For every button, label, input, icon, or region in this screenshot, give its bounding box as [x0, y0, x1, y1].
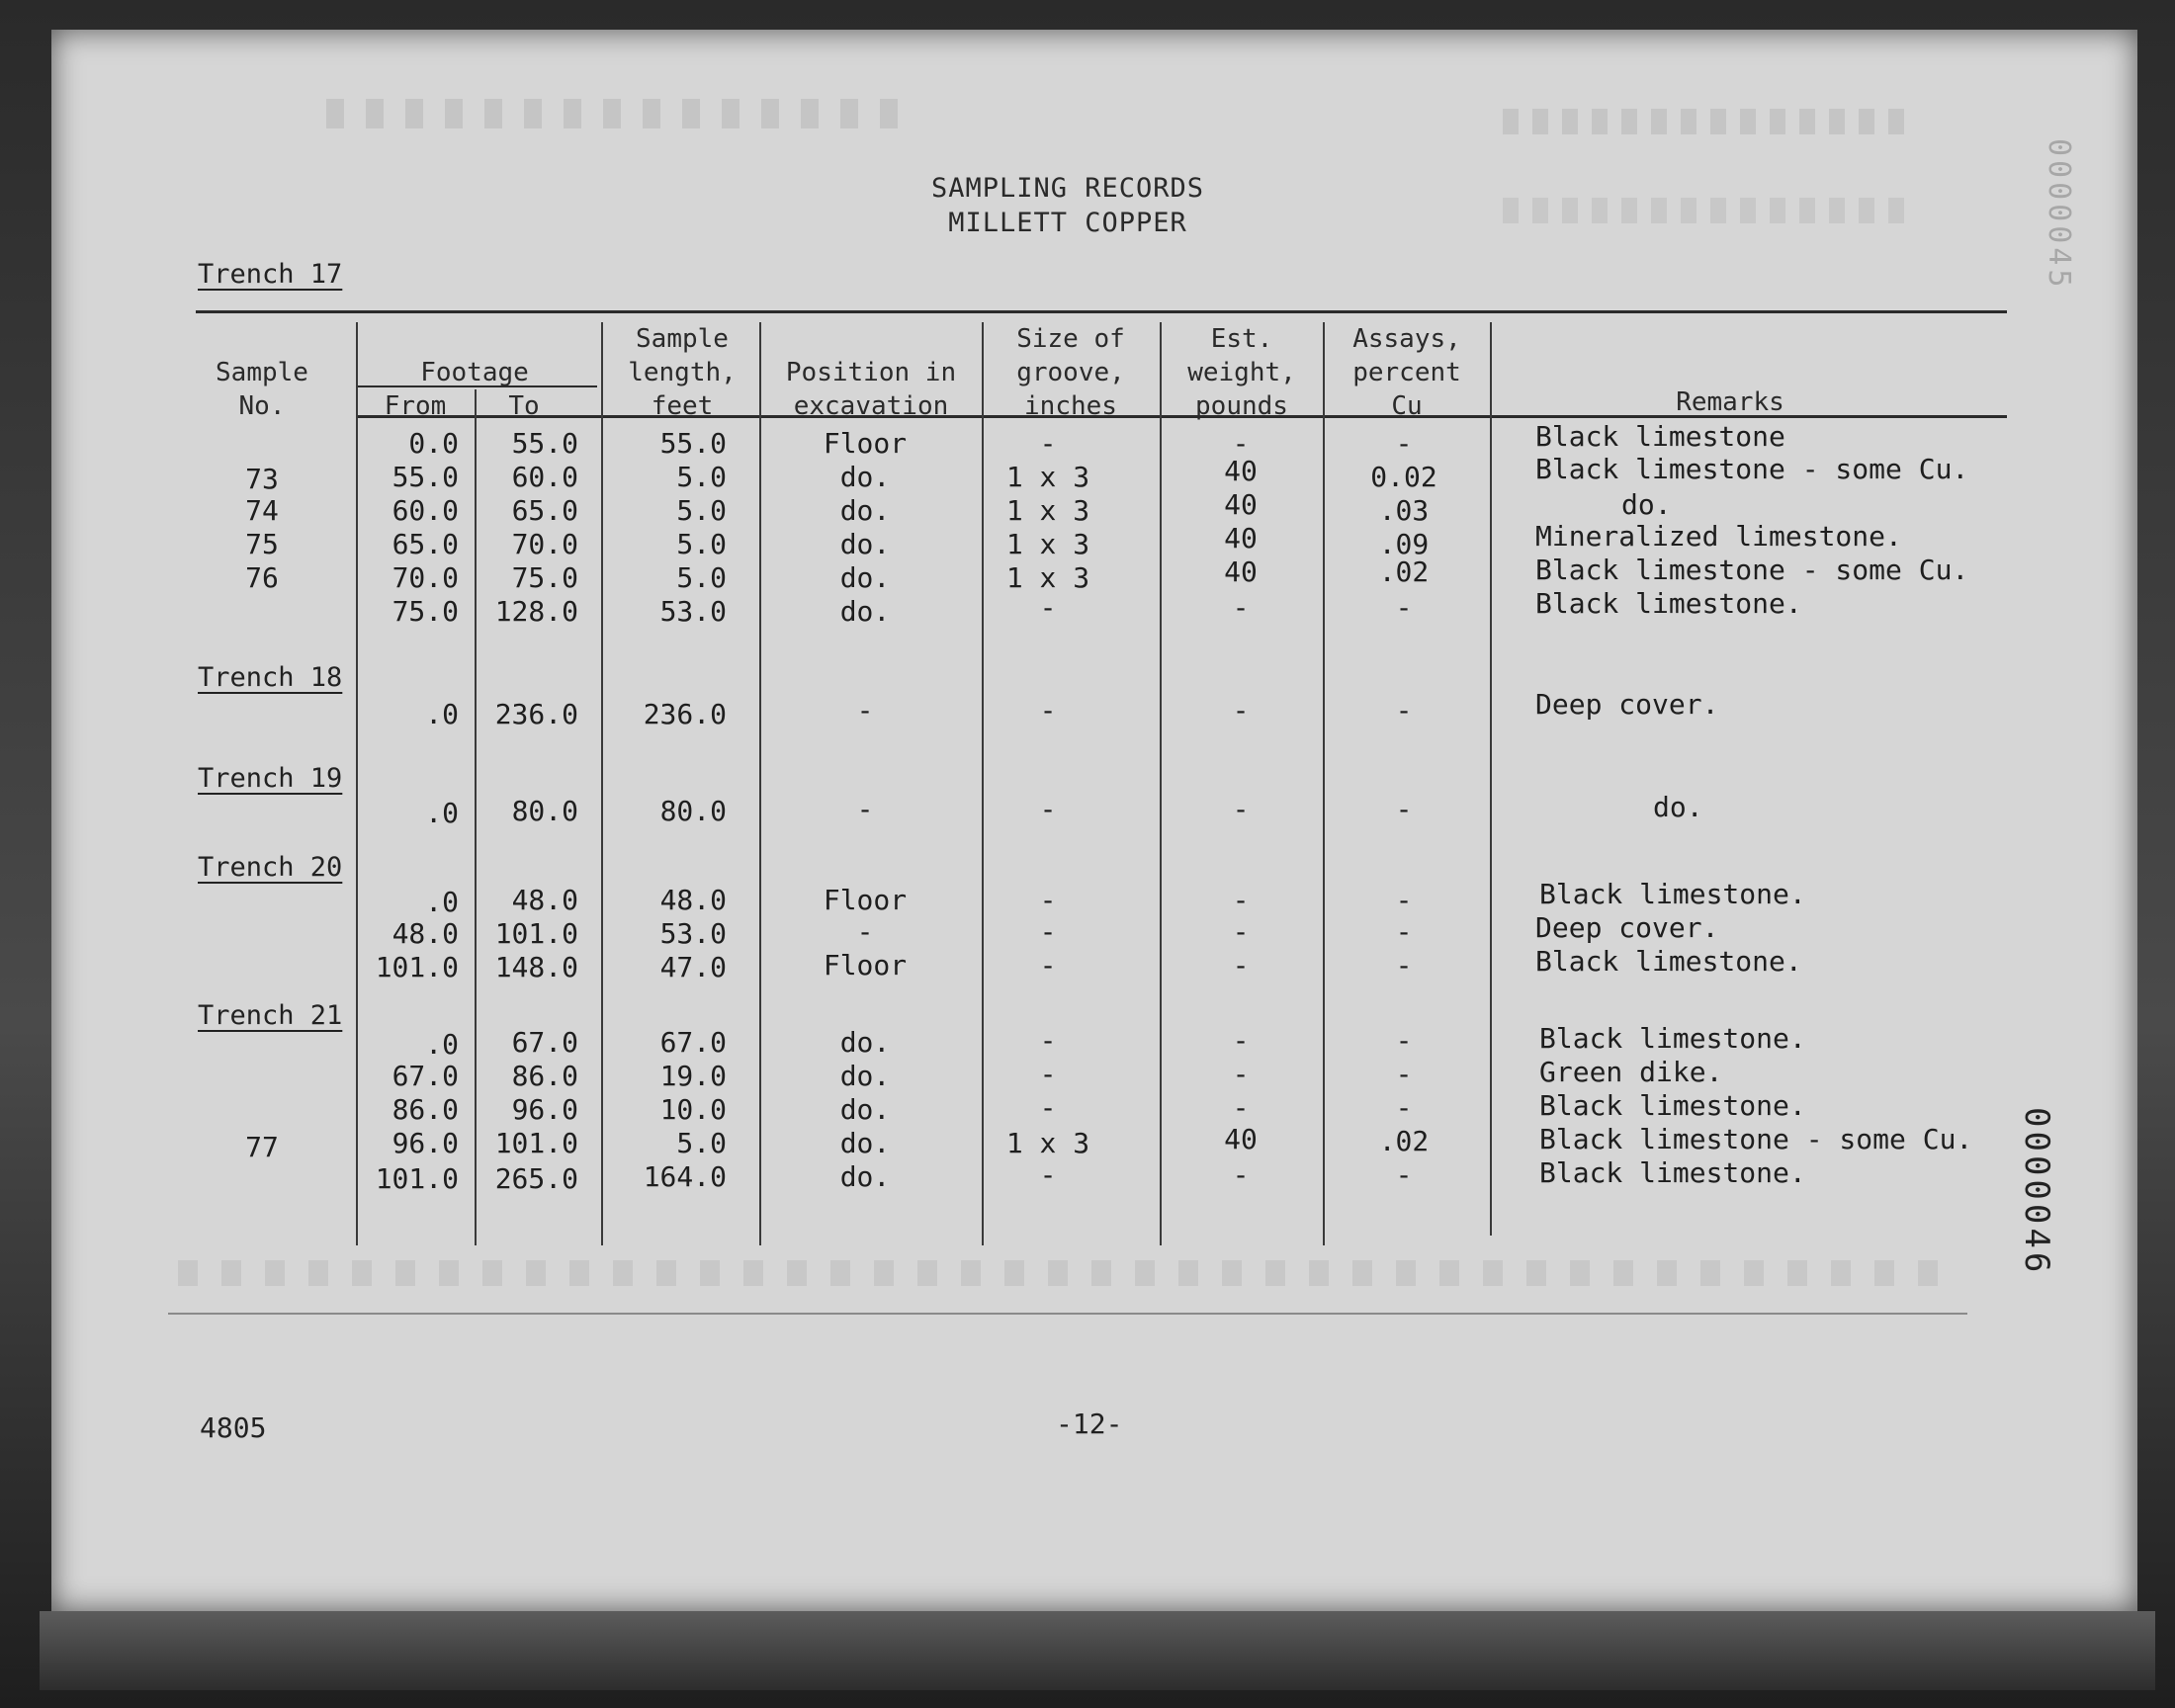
row-3-to: 70.0 [511, 528, 578, 560]
row-4-length: 5.0 [676, 561, 727, 594]
row-6-position: - [856, 694, 874, 726]
row-9-size: - [1039, 915, 1057, 948]
row-15-from: 101.0 [375, 1162, 459, 1195]
row-14-remarks: Black limestone - some Cu. [1539, 1123, 1973, 1155]
row-0-remarks: Black limestone [1535, 420, 1785, 453]
row-15-position: do. [839, 1160, 891, 1193]
row-4-position: do. [839, 561, 891, 594]
document-title-line-1: SAMPLING RECORDS [930, 173, 1205, 204]
row-9-remarks: Deep cover. [1535, 911, 1719, 944]
row-2-remarks: do. [1621, 488, 1672, 521]
row-4-remarks: Black limestone - some Cu. [1535, 554, 1969, 586]
row-8-from: .0 [425, 886, 459, 918]
row-7-from: .0 [425, 797, 459, 829]
row-12-from: 67.0 [392, 1060, 459, 1092]
header-groove-size: Size of groove, inches [1016, 324, 1125, 421]
row-14-to: 101.0 [494, 1127, 578, 1159]
table-top-rule [196, 310, 2007, 313]
row-10-size: - [1039, 949, 1057, 982]
row-15-size: - [1039, 1158, 1057, 1191]
row-4-to: 75.0 [511, 561, 578, 594]
row-6-assay: - [1395, 694, 1413, 726]
bleed-through-1 [326, 99, 919, 128]
row-1-assay: 0.02 [1370, 461, 1437, 493]
row-5-remarks: Black limestone. [1535, 587, 1802, 620]
row-8-position: Floor [823, 884, 908, 916]
row-14-size: 1 x 3 [1005, 1127, 1090, 1159]
table-bottom-rule-faint [168, 1313, 1967, 1315]
row-13-from: 86.0 [392, 1093, 459, 1126]
trench-21-label: Trench 21 [198, 1000, 343, 1031]
row-15-weight: - [1232, 1158, 1250, 1191]
bleed-through-2 [1503, 109, 1918, 134]
row-12-weight: - [1232, 1058, 1250, 1090]
row-12-remarks: Green dike. [1539, 1056, 1723, 1088]
row-0-size: - [1039, 427, 1057, 460]
row-10-remarks: Black limestone. [1535, 945, 1802, 978]
row-13-to: 96.0 [511, 1093, 578, 1126]
col-divider-4 [759, 322, 761, 1245]
row-8-to: 48.0 [511, 884, 578, 916]
document-title-line-2: MILLETT COPPER [948, 208, 1187, 238]
header-to: To [508, 391, 540, 421]
row-5-assay: - [1395, 591, 1413, 624]
row-2-to: 65.0 [511, 494, 578, 527]
row-7-remarks: do. [1653, 791, 1703, 823]
header-assays: Assays, percent Cu [1352, 324, 1461, 421]
row-8-size: - [1039, 884, 1057, 916]
header-sample-no: Sample No. [216, 358, 308, 421]
row-7-length: 80.0 [659, 795, 727, 827]
row-9-length: 53.0 [659, 917, 727, 950]
row-0-from: 0.0 [408, 427, 459, 460]
row-3-assay: .09 [1378, 528, 1430, 560]
row-13-weight: - [1232, 1091, 1250, 1124]
header-remarks: Remarks [1676, 387, 1784, 417]
row-7-to: 80.0 [511, 795, 578, 827]
row-5-weight: - [1232, 591, 1250, 624]
row-5-from: 75.0 [392, 595, 459, 628]
row-1-length: 5.0 [676, 461, 727, 493]
row-14-sample: 77 [245, 1131, 279, 1163]
col-divider-8 [1490, 322, 1492, 1236]
row-5-to: 128.0 [494, 595, 578, 628]
row-10-position: Floor [823, 949, 908, 982]
row-10-length: 47.0 [659, 951, 727, 983]
row-4-sample: 76 [245, 561, 279, 594]
header-position: Position in excavation [785, 358, 957, 421]
row-8-length: 48.0 [659, 884, 727, 916]
row-9-from: 48.0 [392, 917, 459, 950]
row-13-size: - [1039, 1091, 1057, 1124]
row-2-weight: 40 [1224, 488, 1258, 521]
row-13-remarks: Black limestone. [1539, 1089, 1806, 1122]
row-10-from: 101.0 [375, 951, 459, 983]
row-7-size: - [1039, 793, 1057, 825]
row-6-length: 236.0 [643, 698, 727, 730]
side-stamp-number: 0000046 [2017, 1107, 2056, 1277]
bleed-through-3 [1503, 198, 1918, 223]
header-from: From [384, 391, 447, 421]
row-15-assay: - [1395, 1158, 1413, 1191]
row-10-assay: - [1395, 949, 1413, 982]
bleed-through-4 [178, 1260, 1958, 1286]
row-11-size: - [1039, 1024, 1057, 1057]
row-11-position: do. [839, 1026, 891, 1059]
row-1-to: 60.0 [511, 461, 578, 493]
trench-20-label: Trench 20 [198, 852, 343, 883]
row-2-assay: .03 [1378, 494, 1430, 527]
row-12-size: - [1039, 1058, 1057, 1090]
row-3-size: 1 x 3 [1005, 528, 1090, 560]
row-0-position: Floor [823, 427, 908, 460]
trench-19-label: Trench 19 [198, 763, 343, 794]
row-4-assay: .02 [1378, 555, 1430, 588]
row-11-length: 67.0 [659, 1026, 727, 1059]
row-13-assay: - [1395, 1091, 1413, 1124]
row-4-weight: 40 [1224, 555, 1258, 588]
row-6-from: .0 [425, 698, 459, 730]
header-sample-length: Sample length, feet [628, 324, 737, 421]
row-11-assay: - [1395, 1024, 1413, 1057]
row-0-assay: - [1395, 427, 1413, 460]
row-4-from: 70.0 [392, 561, 459, 594]
row-1-remarks: Black limestone - some Cu. [1535, 453, 1969, 485]
row-11-from: .0 [425, 1028, 459, 1061]
row-10-weight: - [1232, 949, 1250, 982]
col-divider-6 [1160, 322, 1162, 1245]
row-3-length: 5.0 [676, 528, 727, 560]
row-12-position: do. [839, 1060, 891, 1092]
row-13-position: do. [839, 1093, 891, 1126]
row-3-weight: 40 [1224, 522, 1258, 555]
row-15-length: 164.0 [643, 1160, 727, 1193]
row-14-length: 5.0 [676, 1127, 727, 1159]
row-11-weight: - [1232, 1024, 1250, 1057]
row-9-position: - [856, 915, 874, 948]
row-2-length: 5.0 [676, 494, 727, 527]
row-2-position: do. [839, 494, 891, 527]
header-footage: Footage [420, 358, 529, 387]
row-9-assay: - [1395, 915, 1413, 948]
header-est-weight: Est. weight, pounds [1187, 324, 1296, 421]
row-1-position: do. [839, 461, 891, 493]
row-5-size: - [1039, 591, 1057, 624]
document-number: 4805 [200, 1411, 267, 1444]
col-divider-7 [1323, 322, 1325, 1245]
row-10-to: 148.0 [494, 951, 578, 983]
row-3-from: 65.0 [392, 528, 459, 560]
row-15-to: 265.0 [494, 1162, 578, 1195]
row-8-weight: - [1232, 884, 1250, 916]
col-divider-1 [356, 322, 358, 1245]
scan-bottom-edge [40, 1611, 2155, 1690]
row-8-assay: - [1395, 884, 1413, 916]
row-6-weight: - [1232, 694, 1250, 726]
row-2-sample: 74 [245, 494, 279, 527]
row-15-remarks: Black limestone. [1539, 1156, 1806, 1189]
row-1-from: 55.0 [392, 461, 459, 493]
row-0-to: 55.0 [511, 427, 578, 460]
row-7-position: - [856, 793, 874, 825]
row-7-assay: - [1395, 793, 1413, 825]
row-13-length: 10.0 [659, 1093, 727, 1126]
row-2-from: 60.0 [392, 494, 459, 527]
row-7-weight: - [1232, 793, 1250, 825]
row-2-size: 1 x 3 [1005, 494, 1090, 527]
row-0-weight: - [1232, 427, 1250, 460]
col-divider-5 [982, 322, 984, 1245]
row-4-size: 1 x 3 [1005, 561, 1090, 594]
trench-17-label: Trench 17 [198, 259, 343, 290]
row-12-length: 19.0 [659, 1060, 727, 1092]
row-9-to: 101.0 [494, 917, 578, 950]
row-12-assay: - [1395, 1058, 1413, 1090]
row-6-to: 236.0 [494, 698, 578, 730]
row-11-to: 67.0 [511, 1026, 578, 1059]
row-14-from: 96.0 [392, 1127, 459, 1159]
page-number: -12- [1056, 1408, 1123, 1440]
col-divider-2 [475, 389, 477, 1245]
row-14-position: do. [839, 1127, 891, 1159]
row-3-sample: 75 [245, 528, 279, 560]
row-0-length: 55.0 [659, 427, 727, 460]
row-5-position: do. [839, 595, 891, 628]
row-3-remarks: Mineralized limestone. [1535, 520, 1902, 553]
trench-18-label: Trench 18 [198, 662, 343, 693]
row-14-weight: 40 [1224, 1123, 1258, 1155]
side-stamp-number-faint: 0000045 [2042, 138, 2076, 292]
row-1-size: 1 x 3 [1005, 461, 1090, 493]
row-9-weight: - [1232, 915, 1250, 948]
row-14-assay: .02 [1378, 1125, 1430, 1157]
row-12-to: 86.0 [511, 1060, 578, 1092]
row-5-length: 53.0 [659, 595, 727, 628]
row-6-remarks: Deep cover. [1535, 688, 1719, 721]
row-1-sample: 73 [245, 463, 279, 495]
row-6-size: - [1039, 694, 1057, 726]
row-3-position: do. [839, 528, 891, 560]
row-1-weight: 40 [1224, 455, 1258, 487]
col-divider-3 [601, 322, 603, 1245]
row-8-remarks: Black limestone. [1539, 878, 1806, 910]
row-11-remarks: Black limestone. [1539, 1022, 1806, 1055]
